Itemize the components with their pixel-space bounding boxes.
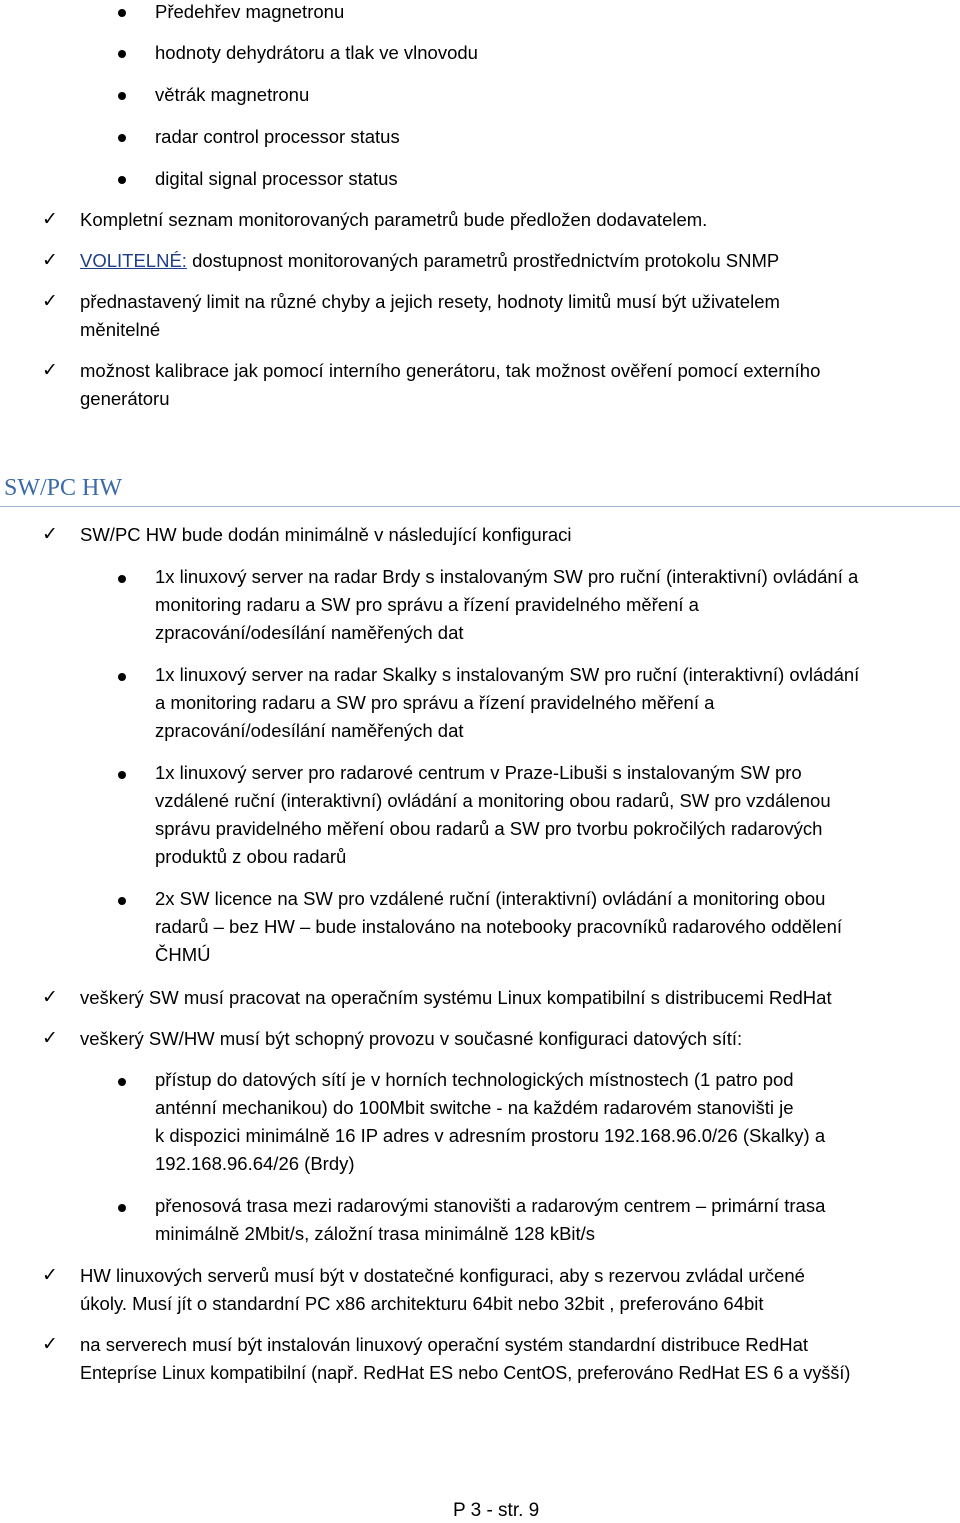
heading-underline xyxy=(0,506,960,507)
section-heading: SW/PC HW xyxy=(4,475,123,501)
check-item-text: na serverech musí být instalován linuxový operační systém standardní distribuce RedHat xyxy=(80,1334,809,1355)
list-item: produktů z obou radarů xyxy=(155,846,347,867)
check-mark-icon: ✓ xyxy=(42,1027,58,1049)
optional-text: dostupnost monitorovaných parametrů prostřednictvím protokolu SNMP xyxy=(186,250,780,271)
list-item: větrák magnetronu xyxy=(155,84,310,105)
list-item: anténní mechanikou) do 100Mbit switche - na každém radarovém stanovišti je xyxy=(155,1097,794,1118)
page-number: P 3 - str. 9 xyxy=(453,1500,540,1521)
bullet-icon xyxy=(118,9,126,17)
list-item: 2x SW licence na SW pro vzdálené ruční (interaktivní) ovládání a monitoring obou xyxy=(155,888,826,909)
bullet-icon xyxy=(118,575,126,583)
list-item: 1x linuxový server na radar Skalky s instalovaným SW pro ruční (interaktivní) ovládání xyxy=(155,664,860,685)
check-mark-icon: ✓ xyxy=(42,523,58,545)
check-mark-icon: ✓ xyxy=(42,986,58,1008)
bullet-icon xyxy=(118,176,126,184)
list-item: 1x linuxový server na radar Brdy s instalovaným SW pro ruční (interaktivní) ovládání a xyxy=(155,566,859,587)
check-mark-icon: ✓ xyxy=(42,1264,58,1286)
list-item: zpracování/odesílání naměřených dat xyxy=(155,720,464,741)
list-item: správu pravidelného měření obou radarů a SW pro tvorbu pokročilých radarových xyxy=(155,818,823,839)
bullet-icon xyxy=(118,1204,126,1212)
list-item: minimálně 2Mbit/s, záložní trasa minimálně 128 kBit/s xyxy=(155,1223,596,1244)
list-item: vzdálené ruční (interaktivní) ovládání a monitoring obou radarů, SW pro vzdálenou xyxy=(155,790,831,811)
bullet-icon xyxy=(118,897,126,905)
list-item: hodnoty dehydrátoru a tlak ve vlnovodu xyxy=(155,42,478,63)
bullet-icon xyxy=(118,673,126,681)
bullet-icon xyxy=(118,1078,126,1086)
check-item-text: úkoly. Musí jít o standardní PC x86 architekturu 64bit nebo 32bit , preferováno 64bit xyxy=(80,1293,764,1314)
check-mark-icon: ✓ xyxy=(42,359,58,381)
optional-label: VOLITELNÉ: xyxy=(80,250,187,271)
list-item: radarů – bez HW – bude instalováno na notebooky pracovníků radarového oddělení xyxy=(155,916,843,937)
bullet-icon xyxy=(118,771,126,779)
check-mark-icon: ✓ xyxy=(42,208,58,230)
check-item-text: možnost kalibrace jak pomocí interního generátoru, tak možnost ověření pomocí externího xyxy=(80,360,821,381)
list-item: monitoring radaru a SW pro správu a řízení pravidelného měření a xyxy=(155,594,699,615)
list-item: ČHMÚ xyxy=(155,944,211,965)
check-item-text: Entepríse Linux kompatibilní (např. RedHat ES nebo CentOS, preferováno RedHat ES 6 a vyšší) xyxy=(80,1363,851,1383)
list-item: k dispozici minimálně 16 IP adres v adresním prostoru 192.168.96.0/26 (Skalky) a xyxy=(155,1125,826,1146)
check-item-text: generátoru xyxy=(80,388,170,409)
check-item-text: SW/PC HW bude dodán minimálně v následující konfiguraci xyxy=(80,524,572,545)
bullet-icon xyxy=(118,50,126,58)
list-item: přenosová trasa mezi radarovými stanovišti a radarovým centrem – primární trasa xyxy=(155,1195,826,1216)
check-item-text: přednastavený limit na různé chyby a jejich resety, hodnoty limitů musí být uživatelem xyxy=(80,291,780,312)
list-item: radar control processor status xyxy=(155,126,400,147)
check-item-text: veškerý SW musí pracovat na operačním systému Linux kompatibilní s distribucemi RedHat xyxy=(80,987,832,1008)
list-item: 1x linuxový server pro radarové centrum v Praze-Libuši s instalovaným SW pro xyxy=(155,762,802,783)
check-item-text: Kompletní seznam monitorovaných parametrů bude předložen dodavatelem. xyxy=(80,209,708,230)
check-mark-icon: ✓ xyxy=(42,249,58,271)
list-item: 192.168.96.64/26 (Brdy) xyxy=(155,1153,355,1174)
check-item-text xyxy=(80,247,779,275)
check-mark-icon: ✓ xyxy=(42,290,58,312)
check-item-text: veškerý SW/HW musí být schopný provozu v současné konfiguraci datových sítí: xyxy=(80,1028,743,1049)
check-mark-icon: ✓ xyxy=(42,1333,58,1355)
check-item-text: měnitelné xyxy=(80,319,161,340)
bullet-icon xyxy=(118,134,126,142)
list-item: digital signal processor status xyxy=(155,168,398,189)
list-item: přístup do datových sítí je v horních technologických místnostech (1 patro pod xyxy=(155,1069,794,1090)
bullet-icon xyxy=(118,92,126,100)
list-item: Předehřev magnetronu xyxy=(155,1,345,22)
list-item: zpracování/odesílání naměřených dat xyxy=(155,622,464,643)
check-item-text: HW linuxových serverů musí být v dostatečné konfiguraci, aby s rezervou zvládal určené xyxy=(80,1265,805,1286)
list-item: a monitoring radaru a SW pro správu a řízení pravidelného měření a xyxy=(155,692,715,713)
